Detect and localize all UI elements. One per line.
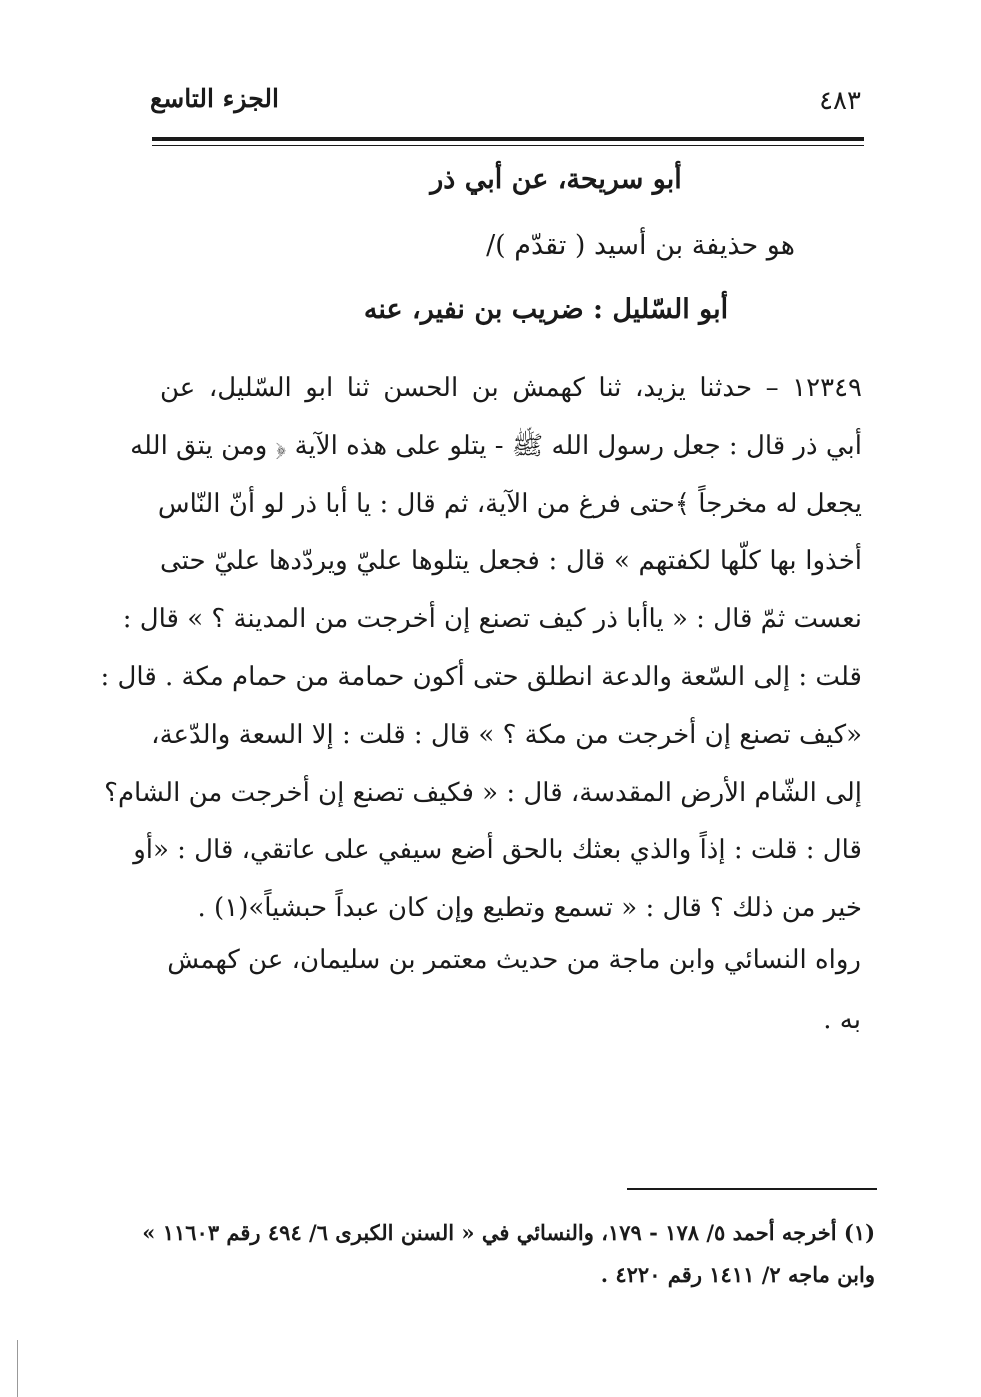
footnote-line: وابن ماجه ٢/ ١٤١١ رقم ٤٢٢٠ . [600,1262,875,1287]
source-line: رواه النسائي وابن ماجة من حديث معتمر بن سليمان، عن كهمش [167,945,861,975]
header-rule-thin [152,145,864,146]
hadith-line: نعست ثمّ قال : « ياأبا ذر كيف تصنع إن أخرجت من المدينة ؟ » قال : [122,604,862,635]
hadith-line: يجعل له مخرجاً ﴾حتى فرغ من الآية، ثم قال : يا أبا ذر لو أنّ النّاس [157,488,862,519]
source-line: به . [823,1005,861,1035]
hadith-line: قلت : إلى السّعة والدعة انطلق حتى أكون حمامة من حمام مكة . قال : [100,661,862,692]
footnote-line: (١) أخرجه أحمد ٥/ ١٧٨ - ١٧٩، والنسائي في « السنن الكبرى ٦/ ٤٩٤ رقم ١١٦٠٣ » [142,1220,875,1245]
section-heading-abu-sariha: أبو سريحة، عن أبي ذر [430,164,682,195]
header-rule [152,137,864,141]
footnote-rule [627,1188,877,1190]
source-text [167,930,861,1050]
hadith-line: أخذوا بها كلّها لكفتهم » قال : فجعل يتلوها عليّ ويردّدها عليّ حتى [160,546,862,577]
footnotes [142,1212,875,1296]
hadith-text [100,360,862,938]
section-heading-abu-al-salil: أبو السّليل : ضريب بن نفير، عنه [363,294,729,325]
section-note: هو حذيفة بن أسيد ( تقدّم )/ [486,230,795,261]
hadith-line: قال : قلت : إذاً والذي بعثك بالحق أضع سيفي على عاتقي، قال : «أو [133,835,862,866]
hadith-line: ١٢٣٤٩ – حدثنا يزيد، ثنا كهمش بن الحسن ثنا ابو السّليل، عن [160,373,862,403]
page-number: ٤٨٣ [819,86,861,116]
hadith-line: «كيف تصنع إن أخرجت من مكة ؟ » قال : قلت : إلا السعة والدّعة، [151,719,862,750]
scan-edge-mark [17,1340,18,1397]
running-header-title: الجزء التاسع [150,84,279,113]
hadith-line: خير من ذلك ؟ قال : « تسمع وتطيع وإن كان عبداً حبشياً»(١) . [197,893,862,924]
hadith-line: أبي ذر قال : جعل رسول الله ﷺ - يتلو على هذه الآية ﴿ ومن يتق الله [130,430,862,461]
hadith-line: إلى الشّام الأرض المقدسة، قال : « فكيف تصنع إن أخرجت من الشام؟ [104,777,862,808]
